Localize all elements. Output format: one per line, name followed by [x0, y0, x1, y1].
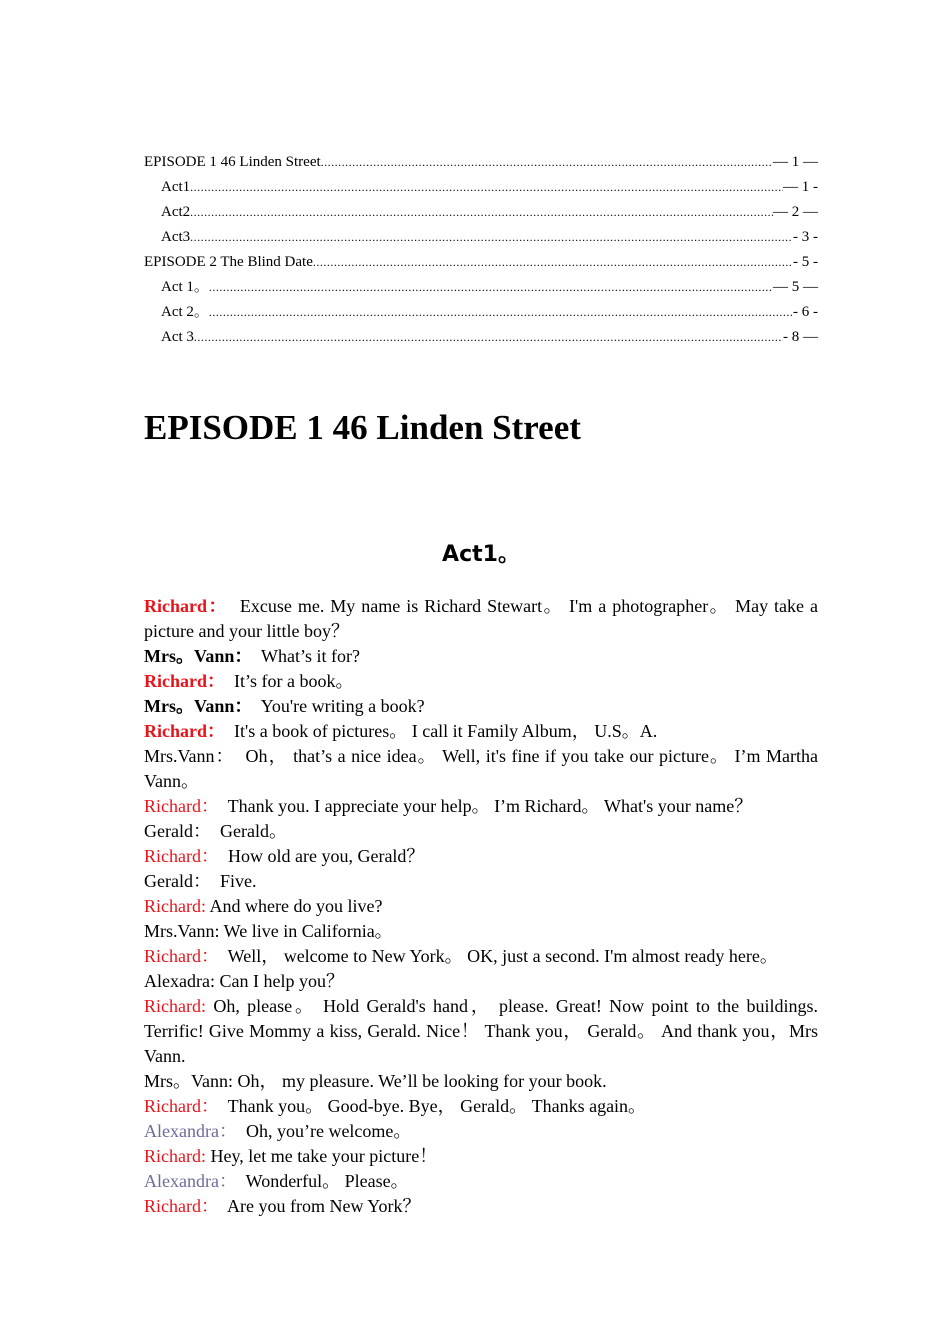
table-of-contents: [144, 150, 818, 350]
spoken-text: Thank you. I appreciate your help。 I’m Richard。 What's your name？: [218, 796, 753, 816]
dialogue-line: [144, 819, 818, 844]
dialogue-line: [144, 1094, 818, 1119]
toc-entry[interactable]: [144, 300, 818, 325]
toc-entry-label: Act 2。: [161, 304, 209, 320]
spoken-text: Hey, let me take your picture！: [205, 1146, 438, 1166]
toc-entry-label: Act2: [161, 204, 191, 220]
speaker-name: Richard:: [144, 1146, 206, 1166]
spoken-text: Are you from New York？: [218, 1196, 421, 1216]
spoken-text: How old are you, Gerald？: [218, 846, 425, 866]
toc-entry[interactable]: [144, 275, 818, 300]
toc-entry-label: Act3: [161, 229, 191, 245]
toc-leader-dots: [313, 250, 793, 275]
toc-leader-dots: [321, 150, 773, 175]
speaker-name: Richard：: [144, 1096, 219, 1116]
spoken-text: Oh, please。 Hold Gerald's hand， please. Great! Now point to the buildings. Terrific! Give Mommy a kiss, Gerald. Nice！ Thank you， Gerald。 And thank you，Mrs Vann.: [144, 996, 823, 1066]
toc-entry[interactable]: [144, 225, 818, 250]
spoken-text: Can I help you？: [214, 971, 344, 991]
toc-entry-label: Act 1。: [161, 279, 209, 295]
speaker-name: Alexandra：: [144, 1171, 237, 1191]
toc-entry-label: EPISODE 1 46 Linden Street: [144, 154, 321, 170]
dialogue-line: [144, 669, 818, 694]
dialogue-line: [144, 1069, 818, 1094]
spoken-text: Oh， my pleasure. We’ll be looking for your book.: [233, 1071, 607, 1091]
toc-entry[interactable]: [144, 325, 818, 350]
speaker-name: Richard：: [144, 721, 225, 741]
speaker-name: Mrs.Vann：: [144, 746, 235, 766]
speaker-name: Richard:: [144, 896, 206, 916]
dialogue-line: [144, 644, 818, 669]
toc-entry-label: Act1: [161, 179, 191, 195]
spoken-text: You're writing a book?: [252, 696, 425, 716]
spoken-text: And where do you live?: [205, 896, 383, 916]
toc-leader-dots: [190, 175, 783, 200]
toc-entry[interactable]: [144, 200, 818, 225]
dialogue-line: [144, 944, 818, 969]
speaker-name: Alexadra:: [144, 971, 215, 991]
spoken-text: Oh， that’s a nice idea。 Well, it's fine if you take our picture。 I’m Martha Vann。: [144, 746, 823, 791]
dialogue-line: [144, 744, 823, 794]
toc-entry-page: - 6 -: [793, 304, 818, 320]
speaker-name: Mrs。Vann:: [144, 1071, 233, 1091]
dialogue-line: [144, 1169, 818, 1194]
toc-entry-page: - 5 -: [793, 254, 818, 270]
speaker-name: Gerald：: [144, 821, 211, 841]
toc-leader-dots: [190, 225, 793, 250]
spoken-text: It's a book of pictures。 I call it Family Album， U.S。A.: [225, 721, 658, 741]
spoken-text: Wonderful。 Please。: [236, 1171, 409, 1191]
dialogue-line: [144, 844, 818, 869]
speaker-name: Mrs。Vann：: [144, 696, 253, 716]
spoken-text: It’s for a book。: [225, 671, 354, 691]
toc-entry-page: - 8 —: [783, 329, 818, 345]
speaker-name: Richard：: [144, 796, 219, 816]
dialogue-line: [144, 869, 818, 894]
spoken-text: Gerald。: [210, 821, 287, 841]
dialogue-line: [144, 794, 818, 819]
spoken-text: What’s it for?: [252, 646, 360, 666]
toc-leader-dots: [209, 300, 793, 325]
dialogue-line: [144, 594, 823, 644]
spoken-text: Well， welcome to New York。 OK, just a second. I'm almost ready here。: [218, 946, 778, 966]
spoken-text: Thank you。 Good-bye. Bye， Gerald。 Thanks again。: [218, 1096, 647, 1116]
speaker-name: Alexandra：: [144, 1121, 237, 1141]
toc-entry-page: — 1 -: [783, 179, 818, 195]
toc-entry-label: EPISODE 2 The Blind Date: [144, 254, 313, 270]
speaker-name: Richard：: [144, 846, 219, 866]
toc-entry[interactable]: [144, 250, 818, 275]
spoken-text: Five.: [210, 871, 257, 891]
dialogue-line: [144, 1194, 818, 1219]
speaker-name: Mrs。Vann：: [144, 646, 253, 666]
speaker-name: Gerald：: [144, 871, 211, 891]
dialogue-line: [144, 694, 818, 719]
toc-leader-dots: [209, 275, 773, 300]
toc-entry[interactable]: [144, 175, 818, 200]
speaker-name: Mrs.Vann:: [144, 921, 220, 941]
dialogue-line: [144, 719, 818, 744]
toc-entry-page: — 5 —: [773, 279, 818, 295]
act-title: Act1。: [442, 542, 520, 567]
dialogue-line: [144, 1119, 818, 1144]
toc-entry-page: — 2 —: [773, 204, 818, 220]
speaker-name: Richard：: [144, 946, 219, 966]
document-page: [144, 150, 823, 1219]
episode-title: EPISODE 1 46 Linden Street: [144, 408, 581, 447]
speaker-name: Richard：: [144, 596, 228, 616]
dialogue-line: [144, 994, 823, 1069]
spoken-text: We live in California。: [219, 921, 393, 941]
spoken-text: Excuse me. My name is Richard Stewart。 I'm a photographer。 May take a picture and your little boy？: [144, 596, 823, 641]
speaker-name: Richard：: [144, 671, 225, 691]
dialogue-line: [144, 919, 818, 944]
toc-leader-dots: [194, 325, 783, 350]
toc-entry-page: — 1 —: [773, 154, 818, 170]
toc-entry-label: Act 3: [161, 329, 194, 345]
dialogue-line: [144, 894, 818, 919]
speaker-name: Richard：: [144, 1196, 219, 1216]
spoken-text: Oh, you’re welcome。: [236, 1121, 412, 1141]
toc-leader-dots: [190, 200, 773, 225]
toc-entry[interactable]: [144, 150, 818, 175]
dialogue: [144, 594, 823, 1219]
dialogue-line: [144, 1144, 818, 1169]
toc-entry-page: - 3 -: [793, 229, 818, 245]
dialogue-line: [144, 969, 818, 994]
speaker-name: Richard:: [144, 996, 206, 1016]
